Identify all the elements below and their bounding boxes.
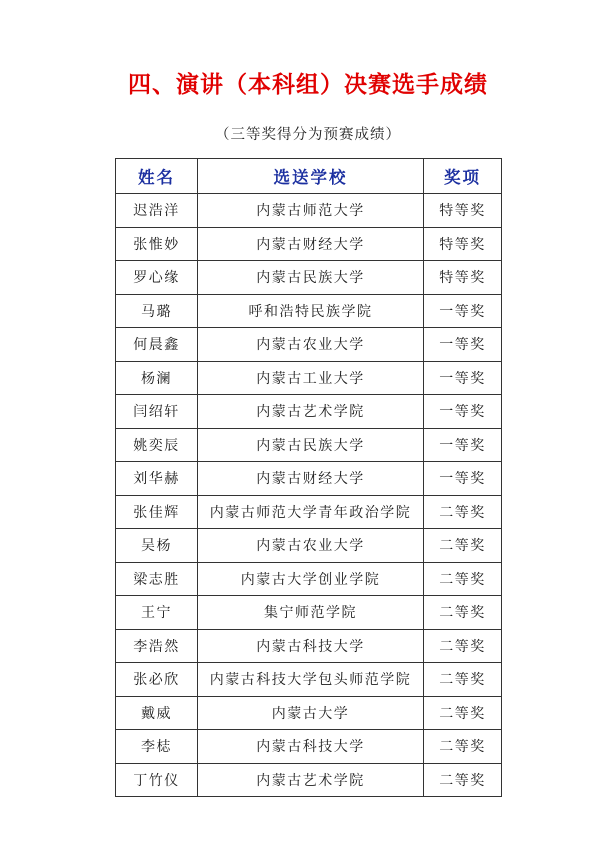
cell-award: 二等奖 bbox=[424, 562, 502, 596]
cell-award: 二等奖 bbox=[424, 663, 502, 697]
cell-school: 内蒙古大学 bbox=[198, 696, 424, 730]
cell-award: 一等奖 bbox=[424, 428, 502, 462]
table-row bbox=[116, 261, 502, 295]
cell-school: 内蒙古农业大学 bbox=[198, 529, 424, 563]
cell-name: 闫绍轩 bbox=[116, 395, 198, 429]
table-row bbox=[116, 328, 502, 362]
cell-school: 内蒙古师范大学 bbox=[198, 194, 424, 228]
cell-name: 梁志胜 bbox=[116, 562, 198, 596]
cell-award: 一等奖 bbox=[424, 294, 502, 328]
cell-award: 一等奖 bbox=[424, 328, 502, 362]
cell-award: 二等奖 bbox=[424, 730, 502, 764]
table-row bbox=[116, 596, 502, 630]
cell-school: 内蒙古工业大学 bbox=[198, 361, 424, 395]
cell-name: 戴威 bbox=[116, 696, 198, 730]
table-row bbox=[116, 663, 502, 697]
cell-award: 一等奖 bbox=[424, 462, 502, 496]
cell-name: 张惟妙 bbox=[116, 227, 198, 261]
cell-name: 王宁 bbox=[116, 596, 198, 630]
table-row bbox=[116, 395, 502, 429]
table-row bbox=[116, 696, 502, 730]
cell-name: 张必欣 bbox=[116, 663, 198, 697]
cell-award: 特等奖 bbox=[424, 261, 502, 295]
cell-school: 内蒙古科技大学 bbox=[198, 629, 424, 663]
table-row bbox=[116, 227, 502, 261]
page-subtitle: （三等奖得分为预赛成绩） bbox=[215, 127, 401, 143]
table-row bbox=[116, 194, 502, 228]
cell-school: 内蒙古农业大学 bbox=[198, 328, 424, 362]
table-row bbox=[116, 629, 502, 663]
page-title: 四、演讲（本科组）决赛选手成绩 bbox=[128, 72, 488, 98]
table-row bbox=[116, 495, 502, 529]
cell-award: 一等奖 bbox=[424, 395, 502, 429]
cell-award: 一等奖 bbox=[424, 361, 502, 395]
cell-school: 呼和浩特民族学院 bbox=[198, 294, 424, 328]
cell-name: 刘华赫 bbox=[116, 462, 198, 496]
cell-name: 李梽 bbox=[116, 730, 198, 764]
cell-award: 二等奖 bbox=[424, 495, 502, 529]
header-row bbox=[116, 159, 502, 194]
table-row bbox=[116, 730, 502, 764]
cell-name: 罗心缘 bbox=[116, 261, 198, 295]
cell-name: 杨澜 bbox=[116, 361, 198, 395]
table-row bbox=[116, 462, 502, 496]
table-header bbox=[116, 159, 502, 194]
results-table bbox=[115, 158, 502, 797]
cell-school: 内蒙古艺术学院 bbox=[198, 763, 424, 797]
cell-school: 集宁师范学院 bbox=[198, 596, 424, 630]
cell-name: 姚奕辰 bbox=[116, 428, 198, 462]
table-row bbox=[116, 763, 502, 797]
cell-award: 二等奖 bbox=[424, 529, 502, 563]
cell-school: 内蒙古民族大学 bbox=[198, 261, 424, 295]
cell-name: 李浩然 bbox=[116, 629, 198, 663]
cell-award: 特等奖 bbox=[424, 227, 502, 261]
cell-school: 内蒙古民族大学 bbox=[198, 428, 424, 462]
cell-school: 内蒙古财经大学 bbox=[198, 462, 424, 496]
cell-name: 丁竹仪 bbox=[116, 763, 198, 797]
header-name: 姓名 bbox=[116, 159, 198, 194]
cell-name: 何晨鑫 bbox=[116, 328, 198, 362]
cell-award: 二等奖 bbox=[424, 596, 502, 630]
cell-award: 特等奖 bbox=[424, 194, 502, 228]
header-school: 选送学校 bbox=[198, 159, 424, 194]
cell-school: 内蒙古科技大学 bbox=[198, 730, 424, 764]
table-row bbox=[116, 294, 502, 328]
cell-school: 内蒙古科技大学包头师范学院 bbox=[198, 663, 424, 697]
cell-name: 吴杨 bbox=[116, 529, 198, 563]
header-award: 奖项 bbox=[424, 159, 502, 194]
table-row bbox=[116, 428, 502, 462]
cell-award: 二等奖 bbox=[424, 696, 502, 730]
table-row bbox=[116, 361, 502, 395]
cell-award: 二等奖 bbox=[424, 629, 502, 663]
cell-school: 内蒙古财经大学 bbox=[198, 227, 424, 261]
cell-school: 内蒙古大学创业学院 bbox=[198, 562, 424, 596]
cell-school: 内蒙古艺术学院 bbox=[198, 395, 424, 429]
cell-name: 张佳辉 bbox=[116, 495, 198, 529]
cell-award: 二等奖 bbox=[424, 763, 502, 797]
table-row bbox=[116, 562, 502, 596]
table-body bbox=[116, 194, 502, 797]
table-row bbox=[116, 529, 502, 563]
cell-name: 马璐 bbox=[116, 294, 198, 328]
cell-school: 内蒙古师范大学青年政治学院 bbox=[198, 495, 424, 529]
cell-name: 迟浩洋 bbox=[116, 194, 198, 228]
